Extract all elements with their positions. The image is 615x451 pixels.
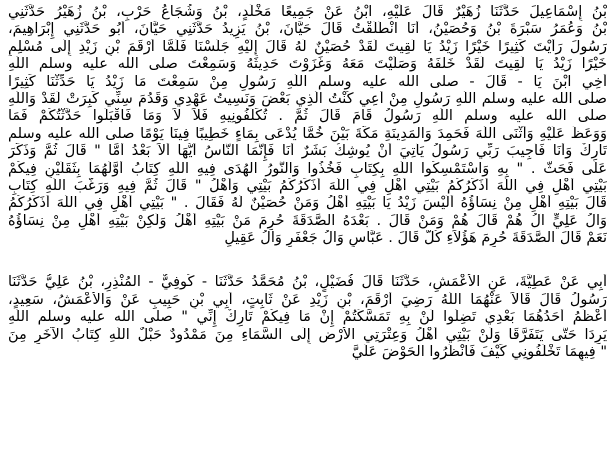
text-line: أَبِي عَنْ عَطِيَّةَ، عَنِ الأَعْمَشِ، حَدَّثَنَا قَالَ فُضَيْلٍ، بْنُ مُحَمَّدُ حَدَّثَنَا - كُوفِيٌّ - الْمُنْذِرِ، بْنُ عَلِيُّ حَدَّثَنَا bbox=[8, 274, 607, 291]
text-line: يَرِدَا حَتَّى يَتَفَرَّقَا وَلَنْ بَيْتِي أَهْلُ وَعِتْرَتِي الأَرْضِ إِلَى السَّمَاءِ مِنَ مَمْدُودٌ حَبْلٌ اللَّهِ كِتَابُ الآخَرِ مِنَ bbox=[8, 326, 607, 343]
paragraph-divider bbox=[8, 247, 607, 274]
text-line: رَسُولُ قَالَ قَالاَ عَنْهُمَا اللَّهُ رَضِيَ أَرْقَمَ، بْنِ زَيْدِ عَنْ ثَابِتٍ، أَبِي بْنِ حَبِيبِ عَنْ وَالأَعْمَشُ، سَعِيدٍ، bbox=[8, 291, 607, 308]
hadith-paragraph-1 bbox=[8, 4, 607, 247]
text-line: صلى الله عليه وسلم اللَّهِ رَسُولُ قَامَ قَالَ ثُمَّ . تُكَلِّفُونِيهِ فَلاَ لاَ وَمَا فَاقْبَلُوا حَدَّثْتُكُمْ فَمَا bbox=[8, 108, 607, 125]
text-line: رَسُولَ رَأَيْتَ كَثِيرًا خَيْرًا زَيْدُ يَا لَقِيتَ لَقَدْ حُصَيْنٌ لَهُ قَالَ إِلَيْهِ جَلَسْنَا فَلَمَّا أَرْقَمَ بْنِ زَيْدِ إِلَى مُسْلِمٍ bbox=[8, 38, 607, 55]
text-line: خَيْرًا زَيْدُ يَا لَقِيتَ لَقَدْ خَلْفَهُ وَصَلَّيْتَ مَعَهُ وَغَزَوْتَ حَدِيثَهُ وَسَمِعْتَ صلى الله عليه وسلم اللَّهِ bbox=[8, 56, 607, 73]
text-line: بْنُ إِسْمَاعِيلَ حَدَّثَنَا زُهَيْرٌ قَالَ عَلَيْهِ، ابْنُ عَنْ جَمِيعًا مَخْلَدٍ، بْنُ وَشُجَاعُ حَرْبٍ، بْنُ زُهَيْرُ حَدَّثَنِي bbox=[8, 4, 607, 20]
text-line: بَيْتِي أَهْلِ فِي اللَّهَ أُذَكِّرُكُمُ بَيْتِي أَهْلِ فِي اللَّهَ أُذَكِّرُكُمُ بَيْتِي وَأَهْلُ " قَالَ ثُمَّ فِيهِ وَرَغَّبَ اللَّهِ كِتَابِ bbox=[8, 177, 607, 194]
text-line: صلى الله عليه وسلم اللَّهِ رَسُولِ مِنْ أَعِي كُنْتُ الَّذِي بَعْضَ وَنَسِيتُ عَهْدِي وَقَدُمَ سِنِّي كَبِرَتْ لَقَدْ وَاللَّهِ bbox=[8, 90, 607, 107]
text-line: وَوَعَظَ عَلَيْهِ وَأَثْنَى اللَّهَ فَحَمِدَ وَالْمَدِينَةِ مَكَّةَ بَيْنَ خُمًّا يُدْعَى بِمَاءٍ خَطِيبًا فِينَا يَوْمًا صلى الله عليه وسلم bbox=[8, 125, 607, 142]
text-line: أَخِي ابْنَ يَا - قَالَ - صلى الله عليه وسلم اللَّهِ رَسُولِ مِنْ سَمِعْتَ مَا زَيْدُ يَا حَدِّثْنَا كَثِيرًا bbox=[8, 73, 607, 90]
text-line: نَعَمْ قَالَ الصَّدَقَةَ حُرِمَ هَؤُلاَءِ كُلُّ قَالَ . عَبَّاسٍ وَآلُ جَعْفَرٍ وَآلُ عَقِيلٍ bbox=[224, 230, 607, 247]
text-line: بْنُ وَعُمَرُ سَبْرَةَ بْنُ وَحُصَيْنُ، أَنَا انْطَلَقْتُ قَالَ حَيَّانَ، بْنُ يَزِيدُ حَدَّثَنِي حَيَّانَ، أَبُو حَدَّثَنِي إِبْرَاهِيمَ، bbox=[8, 21, 607, 38]
text-line: وَآلُ عَلِيٍّ آلُ هُمْ قَالَ هُمْ وَمَنْ قَالَ . بَعْدَهُ الصَّدَقَةَ حُرِمَ مَنْ بَيْتِهِ أَهْلُ وَلَكِنْ بَيْتِهِ أَهْلِ مِنْ نِسَاؤُهُ bbox=[8, 212, 607, 229]
hadith-paragraph-2 bbox=[8, 274, 607, 361]
text-line: " فِيهِمَا تَخْلُفُونِي كَيْفَ فَانْظُرُوا الْحَوْضَ عَلَيَّ bbox=[351, 344, 607, 361]
text-line: قَالَ بَيْتِهِ أَهْلِ مِنْ نِسَاؤُهُ أَلَيْسَ زَيْدُ يَا بَيْتِهِ أَهْلُ وَمَنْ حُصَيْنٌ لَهُ فَقَالَ . " بَيْتِي أَهْلِ فِي اللَّهَ أُذَكِّرُكُمُ bbox=[8, 195, 607, 212]
text-line: تَارِكٌ وَأَنَا فَأُجِيبَ رَبِّي رَسُولُ يَأْتِيَ أَنْ يُوشِكُ بَشَرٌ أَنَا فَإِنَّمَا النَّاسُ أَيُّهَا أَلاَ بَعْدُ أَمَّا " قَالَ ثُمَّ وَذَكَّرَ bbox=[8, 143, 607, 160]
text-line: عَلَى فَحَثَّ . " بِهِ وَاسْتَمْسِكُوا اللَّهِ بِكِتَابِ فَخُذُوا وَالنُّورُ الْهُدَى فِيهِ اللَّهِ كِتَابُ أَوَّلُهُمَا بِثَقَلَيْنِ فِيكُمْ bbox=[8, 160, 607, 177]
text-line: أَعْظَمُ أَحَدُهُمَا بَعْدِي تَضِلُّوا لَنْ بِهِ تَمَسَّكْتُمْ إِنْ مَا فِيكُمْ تَارِكٌ إِنِّي " صلى الله عليه وسلم اللَّهِ bbox=[8, 309, 607, 326]
